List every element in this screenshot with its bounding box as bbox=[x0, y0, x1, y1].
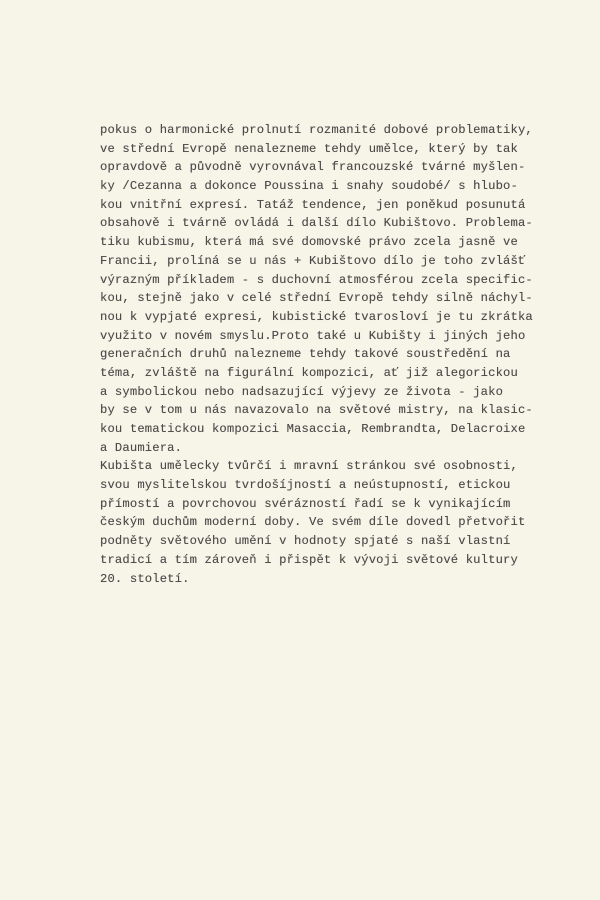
text-line: 20. století. bbox=[100, 571, 190, 586]
text-line: českým duchům moderní doby. Ve svém díle dovedl přetvořit bbox=[100, 515, 526, 530]
text-line: nou k vypjaté expresi, kubistické tvarosloví je tu zkrátka bbox=[100, 309, 533, 324]
text-line: generačních druhů nalezneme tehdy takové soustředění na bbox=[100, 347, 511, 362]
text-line: pokus o harmonické prolnutí rozmanité dobové problematiky, bbox=[100, 123, 533, 137]
text-line: využito v novém smyslu.Proto také u Kubišty i jiných jeho bbox=[100, 328, 526, 343]
text-line: Kubišta umělecky tvůrčí i mravní stránkou své osobnosti, bbox=[100, 459, 518, 474]
text-line: a symbolickou nebo nadsazující výjevy ze života - jako bbox=[100, 384, 504, 399]
text-line: tiku kubismu, která má své domovské právo zcela jasně ve bbox=[100, 235, 518, 250]
text-line: a Daumiera. bbox=[100, 440, 183, 455]
text-line: tradicí a tím zároveň i přispět k vývoji světové kultury bbox=[100, 552, 518, 567]
text-line: ve střední Evropě nenalezneme tehdy umělce, který by tak bbox=[100, 141, 518, 156]
text-line: kou vnitřní expresí. Tatáž tendence, jen poněkud posunutá bbox=[100, 197, 526, 212]
text-line: by se v tom u nás navazovalo na světové mistry, na klasic- bbox=[100, 403, 533, 418]
text-line: svou myslitelskou tvrdošíjností a neústupností, etickou bbox=[100, 478, 511, 493]
text-line: Francii, prolíná se u nás + Kubištovo dílo je toho zvlášť bbox=[100, 253, 526, 268]
text-line: opravdově a původně vyrovnával francouzské tvárné myšlen- bbox=[100, 160, 526, 175]
text-line: kou, stejně jako v celé střední Evropě tehdy silně náchyl- bbox=[100, 291, 533, 306]
text-line: kou tematickou kompozici Masaccia, Rembrandta, Delacroixe bbox=[100, 422, 526, 436]
text-line: přímostí a povrchovou svérázností řadí se k vynikajícím bbox=[100, 496, 511, 511]
text-line: ky /Cezanna a dokonce Poussina i snahy soudobé/ s hlubo- bbox=[100, 179, 518, 194]
text-line: téma, zvláště na figurální kompozici, ať již alegorickou bbox=[100, 365, 518, 380]
typescript-body bbox=[100, 121, 580, 588]
text-line: výrazným příkladem - s duchovní atmosférou zcela specific- bbox=[100, 272, 533, 287]
text-line: podněty světového umění v hodnoty spjaté s naší vlastní bbox=[100, 534, 511, 549]
text-line: obsahově i tvárně ovládá i další dílo Kubištovo. Problema- bbox=[100, 216, 533, 231]
